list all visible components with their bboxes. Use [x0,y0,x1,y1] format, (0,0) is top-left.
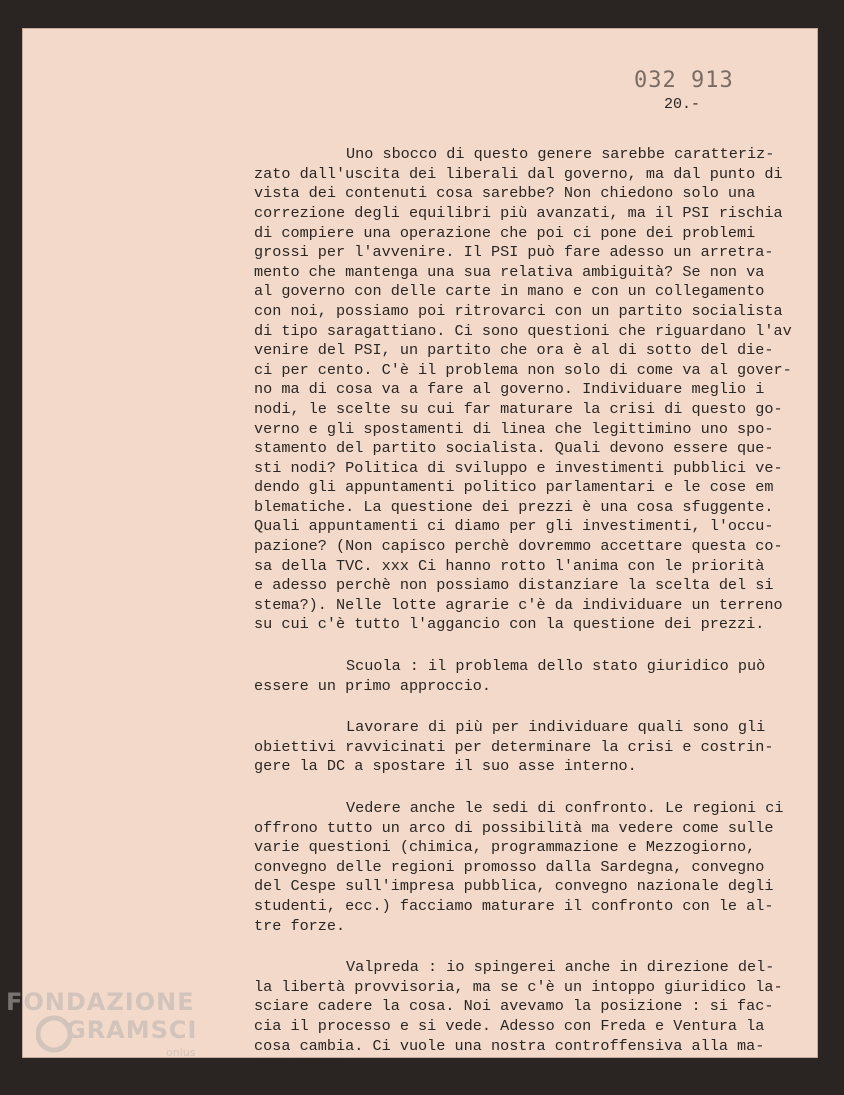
text-line: pazione? (Non capisco perchè dovremmo accettare questa co- [254,537,783,556]
text-line: zato dall'uscita dei liberali dal governo, ma dal punto di [254,164,783,183]
text-line: con noi, possiamo poi ritrovarci con un partito socialista [254,301,783,320]
text-line: al governo con delle carte in mano e con un collegamento [254,282,765,301]
text-line: di tipo saragattiano. Ci sono questioni che riguardano l'av [254,321,792,340]
text-line: cosa cambia. Ci vuole una nostra controffensiva alla ma- [254,1036,765,1055]
text-line: Valpreda : io spingerei anche in direzione del- [346,958,775,977]
text-line: obiettivi ravvicinati per determinare la crisi e costrin- [254,737,774,756]
paragraph [254,718,814,777]
text-line: mento che mantenga una sua relativa ambiguità? Se non va [254,262,765,281]
paragraph-gap [254,696,814,718]
text-line: Uno sbocco di questo genere sarebbe caratteriz- [346,145,775,164]
text-line: stamento del partito socialista. Quali devono essere que- [254,439,774,458]
text-line: studenti, ecc.) facciamo maturare il confronto con le al- [254,896,774,915]
text-line: sti nodi? Politica di sviluppo e investimenti pubblici ve- [254,458,783,477]
text-line: la libertà provvisoria, ma se c'è un intoppo giuridico la- [254,977,783,996]
paragraph-gap [254,635,814,657]
text-line: di compiere una operazione che poi ci pone dei problemi [254,223,756,242]
text-line: nodi, le scelte su cui far maturare la crisi di questo go- [254,399,783,418]
text-line: Quali appuntamenti ci diamo per gli investimenti, l'occu- [254,517,774,536]
paragraph [254,958,814,1076]
paragraph-gap [254,777,814,799]
text-line: del Cespe sull'impresa pubblica, convegno nazionale degli [254,877,774,896]
text-line: sa della TVC. xxx Ci hanno rotto l'anima con le priorità [254,556,765,575]
watermark-line-1: FONDAZIONE [6,988,195,1016]
paragraph-gap [254,936,814,958]
text-line: verno e gli spostamenti di linea che legittimino uno spo- [254,419,774,438]
watermark-line-2: GRAMSCI [66,1016,198,1044]
text-line: convegno delle regioni promosso dalla Sardegna, convegno [254,857,765,876]
text-line: stema?). Nelle lotte agrarie c'è da individuare un terreno [254,595,783,614]
text-line: grossi per l'avvenire. Il PSI può fare adesso un arretra- [254,243,774,262]
fondazione-gramsci-watermark [6,988,266,1068]
page-number: 20.- [664,96,701,113]
text-line: dendo gli appuntamenti politico parlamentari e le cose em [254,478,774,497]
document-body [254,106,814,1095]
text-line: cia il processo e si vede. Adesso con Freda e Ventura la [254,1016,765,1035]
text-line: sciare cadere la cosa. Noi avevamo la posizione : si fac- [254,997,774,1016]
text-line: ci per cento. C'è il problema non solo di come va al gover- [254,360,792,379]
text-line: tre forze. [254,916,346,935]
text-line: e adesso perchè non possiamo distanziare la scelta del si [254,576,774,595]
text-line: varie questioni (chimica, programmazione e Mezzogiorno, [254,838,756,857]
watermark-line-3: onlus [166,1046,196,1059]
text-line: vista dei contenuti cosa sarebbe? Non chiedono solo una [254,184,756,203]
text-line: correzione degli equilibri più avanzati, ma il PSI rischia [254,203,783,222]
text-line: gistratura. [254,1056,355,1075]
archive-number: 032 913 [634,68,734,93]
text-line: Vedere anche le sedi di confronto. Le regioni ci [346,799,784,817]
text-line: no ma di cosa va a fare al governo. Individuare meglio i [254,380,765,399]
text-line: blematiche. La questione dei prezzi è una cosa sfuggente. [254,497,774,516]
text-line: Scuola : il problema dello stato giuridico può [346,657,766,676]
text-line: offrono tutto un arco di possibilità ma vedere come sulle [254,818,774,837]
text-line: Lavorare di più per individuare quali sono gli [346,718,766,737]
text-line: gere la DC a spostare il suo asse interno. [254,757,637,776]
paragraph [254,145,814,635]
paragraph [254,799,814,936]
text-line: essere un primo approccio. [254,676,491,695]
text-line: venire del PSI, un partito che ora è al di sotto del die- [254,341,774,360]
text-line: su cui c'è tutto l'aggancio con la questione dei prezzi. [254,615,765,634]
paragraph [254,657,814,696]
